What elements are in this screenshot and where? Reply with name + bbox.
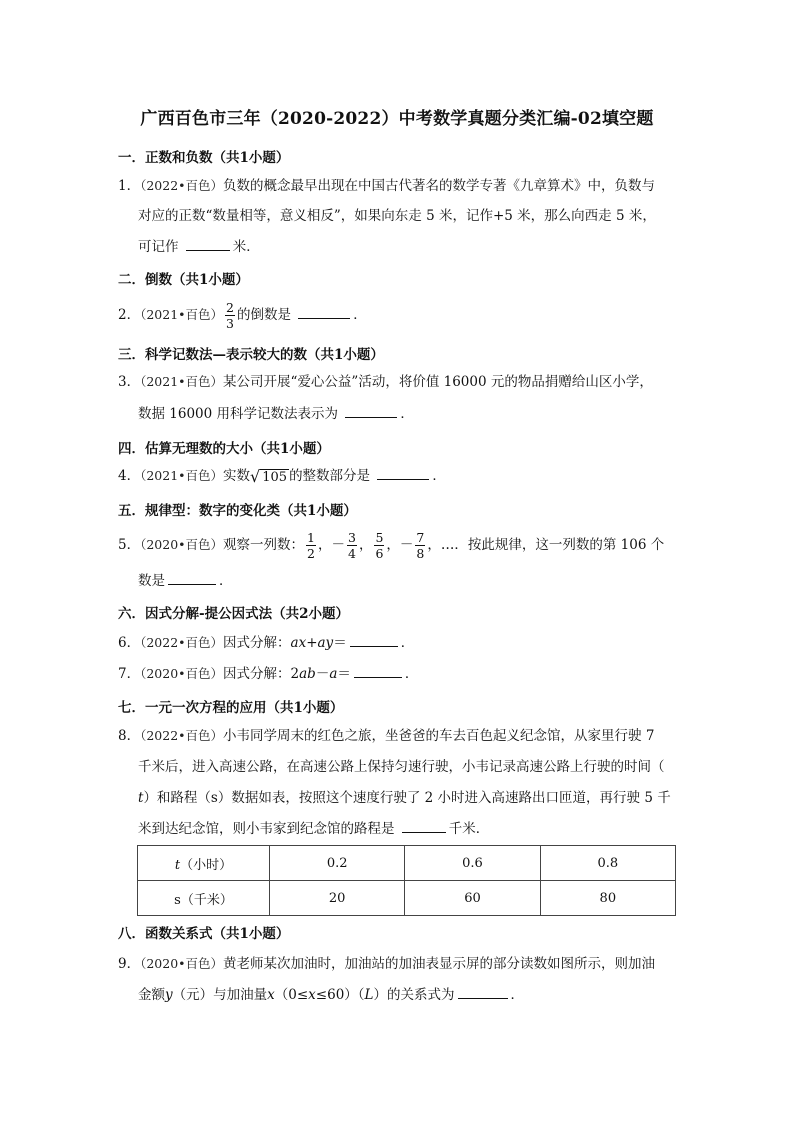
question-number: 7． <box>118 666 141 682</box>
question-end: ． <box>400 406 414 422</box>
separator: ，－ <box>317 537 345 553</box>
table-cell: 0.8 <box>540 846 675 881</box>
fraction <box>374 530 384 561</box>
fraction <box>225 300 235 331</box>
document-title: 广西百色市三年（2020-2022）中考数学真题分类汇编-02填空题 <box>140 109 654 129</box>
equals-sign: ＝ <box>333 635 347 651</box>
question-5-line-2 <box>138 571 233 591</box>
table-cell: 20 <box>270 881 405 916</box>
question-text: 小韦同学周末的红色之旅，坐爸爸的车去百色起义纪念馆，从家里行驶 7 <box>223 728 655 744</box>
table-header-cell <box>138 881 270 916</box>
fraction-denominator: 2 <box>307 546 315 561</box>
table-cell: 0.6 <box>405 846 540 881</box>
question-text: 米到达纪念馆，则小韦家到纪念馆的路程是 <box>138 821 399 837</box>
question-source: （2022•百色） <box>140 635 224 650</box>
answer-blank[interactable] <box>354 664 402 678</box>
question-source: （2021•百色） <box>140 374 224 389</box>
question-text: 数是 <box>138 573 165 589</box>
question-text: 因式分解： <box>223 666 291 682</box>
question-5-line-1 <box>118 530 664 561</box>
question-number: 6． <box>118 635 141 651</box>
section-heading-5: 五．规律型：数字的变化类（共1小题） <box>118 503 357 519</box>
math-expression: a <box>329 666 338 682</box>
question-1-line-1 <box>118 176 655 196</box>
question-3-line-1 <box>118 372 653 392</box>
question-3-line-2 <box>138 404 414 424</box>
section-heading-3: 三．科学记数法—表示较大的数（共1小题） <box>118 347 384 363</box>
table-header-cell <box>138 846 270 881</box>
question-6 <box>118 633 414 653</box>
question-text: ）和路程（s）数据如表，按照这个速度行驶了 2 小时进入高速路出口匝道，再行驶 5 千 <box>143 790 671 806</box>
section-heading-2: 二．倒数（共1小题） <box>118 272 249 288</box>
fraction-numerator: 1 <box>307 530 315 545</box>
question-text: 数据 16000 用科学记数法表示为 <box>138 406 343 422</box>
question-8-line-2: 千米后，进入高速公路，在高速公路上保持匀速行驶，小韦记录高速公路上行驶的时间（ <box>138 759 665 775</box>
question-number: 2． <box>118 307 141 323</box>
fraction-denominator: 6 <box>375 546 384 561</box>
question-end: ． <box>404 666 419 682</box>
math-expression: － <box>315 666 330 682</box>
variable: t <box>174 857 181 873</box>
question-text: 金额 <box>138 987 165 1003</box>
fraction <box>347 530 357 561</box>
unit: （小时） <box>180 857 233 873</box>
separator: ， <box>358 537 373 553</box>
question-text: 的整数部分是 <box>289 468 375 484</box>
question-end: ． <box>353 307 367 323</box>
question-text: 米． <box>232 239 260 255</box>
fraction-denominator: 4 <box>347 546 356 561</box>
question-text: 因式分解： <box>223 635 291 651</box>
question-source: （2021•百色） <box>140 307 224 322</box>
section-heading-6: 六．因式分解-提公因式法（共2小题） <box>118 606 349 622</box>
question-text: 可记作 <box>138 239 183 255</box>
separator: ，－ <box>386 537 414 553</box>
question-end: ． <box>219 573 233 589</box>
unit: （千米） <box>180 892 233 908</box>
variable: x <box>308 987 316 1003</box>
question-9-line-1 <box>118 954 655 974</box>
question-end: ． <box>510 987 525 1003</box>
math-expression: ab <box>299 666 316 682</box>
question-1-line-3 <box>138 237 260 257</box>
question-source: （2021•百色） <box>140 468 224 483</box>
table-cell: 60 <box>405 881 540 916</box>
question-source: （2020•百色） <box>140 666 224 681</box>
question-4 <box>118 466 446 486</box>
section-heading-7: 七．一元一次方程的应用（共1小题） <box>118 700 344 716</box>
question-end: ． <box>432 468 446 484</box>
question-9-line-2 <box>138 985 524 1005</box>
section-heading-8: 八．函数关系式（共1小题） <box>118 926 290 942</box>
question-text: 的倒数是 <box>236 307 296 323</box>
fraction-numerator: 5 <box>375 530 384 545</box>
fraction-numerator: 3 <box>347 530 356 545</box>
math-expression: 2 <box>290 666 300 682</box>
table-row <box>138 881 676 916</box>
question-8-line-3 <box>138 788 671 808</box>
data-table <box>137 845 676 916</box>
question-number: 3． <box>118 374 141 390</box>
fraction-numerator: 7 <box>416 530 425 545</box>
answer-blank[interactable] <box>350 633 398 647</box>
question-text: 千米． <box>448 821 490 837</box>
question-number: 9． <box>118 956 141 972</box>
square-root <box>250 468 289 486</box>
table-cell: 80 <box>540 881 675 916</box>
table-cell: 0.2 <box>270 846 405 881</box>
question-8-line-1 <box>118 726 654 746</box>
question-text: 观察一列数： <box>223 537 305 553</box>
answer-blank[interactable] <box>186 237 230 251</box>
question-text: 实数 <box>223 468 251 484</box>
section-heading-1: 一．正数和负数（共1小题） <box>118 150 290 166</box>
fraction <box>415 530 425 561</box>
variable: L <box>364 987 374 1003</box>
variable: s <box>174 892 181 908</box>
answer-blank[interactable] <box>168 571 216 585</box>
answer-blank[interactable] <box>298 305 350 319</box>
question-text: ≤60）（ <box>315 987 365 1003</box>
question-text: 某公司开展“爱心公益”活动，将价值 16000 元的物品捐赠给山区小学， <box>223 374 653 390</box>
question-2 <box>118 300 367 331</box>
variable: x <box>267 987 275 1003</box>
question-7 <box>118 664 418 684</box>
section-heading-4: 四．估算无理数的大小（共1小题） <box>118 441 330 457</box>
question-8-line-4 <box>138 819 489 839</box>
answer-blank[interactable] <box>458 985 508 999</box>
answer-blank[interactable] <box>345 404 397 418</box>
question-number: 8． <box>118 728 141 744</box>
radicand: 105 <box>262 469 288 485</box>
fraction-denominator: 3 <box>226 316 234 331</box>
question-text: 黄老师某次加油时，加油站的加油表显示屏的部分读数如图所示，则加油 <box>223 956 656 972</box>
question-source: （2020•百色） <box>140 956 224 971</box>
equals-sign: ＝ <box>337 666 351 682</box>
radical-sign-icon: √ <box>250 466 261 486</box>
fraction-numerator: 2 <box>226 300 234 315</box>
fraction <box>306 530 316 561</box>
question-text: 负数的概念最早出现在中国古代著名的数学专著《九章算术》中，负数与 <box>223 178 656 194</box>
question-number: 4． <box>118 468 141 484</box>
question-1-line-2: 对应的正数“数量相等，意义相反”，如果向东走 5 米，记作+5 米，那么向西走 5 米， <box>138 208 656 224</box>
question-end: ． <box>400 635 415 651</box>
math-expression: ax+ay <box>290 635 334 651</box>
question-text: （元）与加油量 <box>172 987 268 1003</box>
question-source: （2022•百色） <box>140 178 224 193</box>
question-number: 1． <box>118 178 141 194</box>
question-text: （0≤ <box>274 987 309 1003</box>
variable: y <box>165 987 173 1003</box>
answer-blank[interactable] <box>402 819 446 833</box>
question-number: 5． <box>118 537 141 553</box>
question-source: （2022•百色） <box>140 728 224 743</box>
variable: t <box>138 790 144 806</box>
question-text: ）的关系式为 <box>373 987 455 1003</box>
question-text: ，…．按此规律，这一列数的第 106 个 <box>427 537 665 553</box>
answer-blank[interactable] <box>377 466 429 480</box>
fraction-denominator: 8 <box>416 546 425 561</box>
table-row <box>138 846 676 881</box>
question-source: （2020•百色） <box>140 537 224 552</box>
